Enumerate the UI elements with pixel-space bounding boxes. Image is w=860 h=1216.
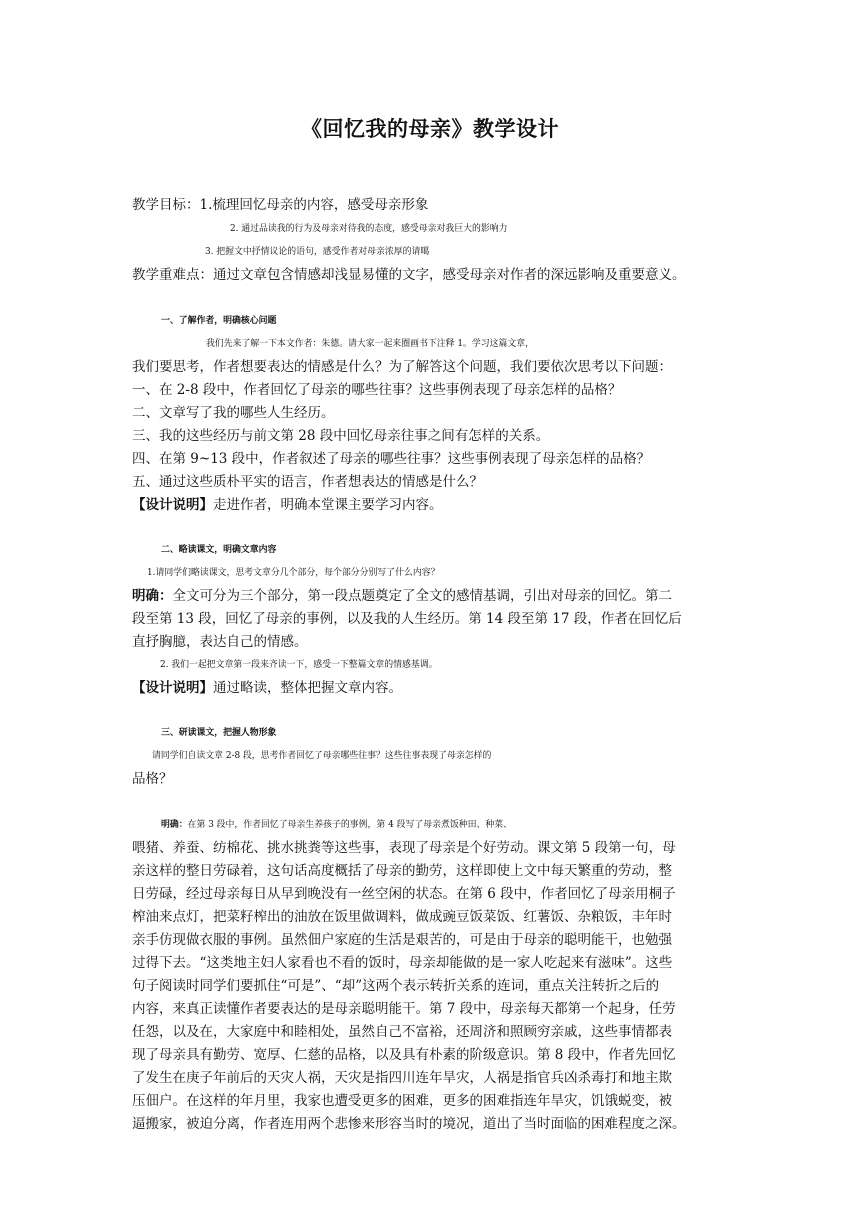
teaching-goals-label: 教学目标： <box>132 197 200 213</box>
answer-text: 在第 3 段中，作者回忆了母亲生养孩子的事例，第 4 段写了母亲煮饭种田、种菜、 <box>187 820 512 830</box>
goal-1-text: 1.梳理回忆母亲的内容，感受母亲形象 <box>199 197 429 213</box>
design-note-1 <box>132 495 732 515</box>
section-3-answer-line-2: 喂猪、养蚕、纺棉花、挑水挑粪等这些事，表现了母亲是个好劳动。课文第 5 段第一句，母 <box>132 840 676 856</box>
section-2-item-1: 1.请同学们略读课文，思考文章分几个部分，每个部分分别写了什么内容？ <box>147 568 440 578</box>
section-2-heading: 二、略读课文，明确文章内容 <box>161 545 277 555</box>
design-note-label: 【设计说明】 <box>132 497 213 513</box>
section-2-answer-line-2: 段至第 13 段，回忆了母亲的事例，以及我的人生经历。第 14 段至第 17 段，作者在回忆后 <box>132 611 682 627</box>
section-1-heading: 一、了解作者，明确核心问题 <box>161 316 277 326</box>
design-note-text: 走进作者，明确本堂课主要学习内容。 <box>213 497 443 513</box>
teaching-goal-3: 3. 把握文中抒情议论的语句，感受作者对母亲浓厚的请噶 <box>205 247 430 257</box>
section-3-answer-line-1 <box>161 815 761 835</box>
section-3-answer-line-10: 任怨，以及在，大家庭中和睦相处，虽然自己不富裕，还周济和照顾穷亲戚，这些事情都表 <box>132 1024 672 1040</box>
section-1-paragraph-line-2: 我们要思考，作者想要表达的情感是什么？为了解答这个问题，我们要依次思考以下问题： <box>132 359 672 375</box>
teaching-goal-1 <box>132 195 732 215</box>
section-2-item-2: 2. 我们一起把文章第一段来齐读一下，感受一下整篇文章的情感基调。 <box>160 660 438 670</box>
answer-label: 明确： <box>161 820 188 830</box>
design-note-2 <box>132 678 732 698</box>
key-points: 教学重难点：通过文章包含情感却浅显易懂的文字，感受母亲对作者的深远影响及重要意义。 <box>132 267 686 283</box>
answer-text: 全文可分为三个部分，第一段点题奠定了全文的感情基调，引出对母亲的回忆。第二 <box>172 588 672 604</box>
section-3-answer-line-12: 了发生在庚子年前后的天灾人祸，天灾是指四川连年旱灾，人祸是指官兵凶杀毒打和地主欺 <box>132 1070 672 1086</box>
design-note-text: 通过略读，整体把握文章内容。 <box>213 680 402 696</box>
section-1-paragraph-line-1: 我们先来了解一下本文作者：朱德。请大家一起来圈画书下注释 1。学习这篇文章， <box>206 339 534 349</box>
section-3-heading: 三、研读课文，把握人物形象 <box>161 728 277 738</box>
question-3: 三、我的这些经历与前文第 28 段中回忆母亲往事之间有怎样的关系。 <box>132 428 550 444</box>
question-2: 二、文章写了我的哪些人生经历。 <box>132 405 335 421</box>
section-3-answer-line-9: 内容，来真正读懂作者要表达的是母亲聪明能干。第 7 段中，母亲每天都第一个起身，任劳 <box>132 1001 676 1017</box>
section-3-answer-line-4: 日劳碌，经过母亲每日从早到晚没有一丝空闲的状态。在第 6 段中，作者回忆了母亲用桐子 <box>132 886 676 902</box>
section-3-answer-line-6: 亲手仿现做衣服的事例。虽然佃户家庭的生活是艰苦的，可是由于母亲的聪明能干，也勉强 <box>132 932 672 948</box>
section-2-answer-line-1 <box>132 586 732 606</box>
section-3-answer-line-8: 句子阅读时同学们要抓住“可是”、“却”这两个表示转折关系的连词，重点关注转折之后的 <box>132 978 660 994</box>
section-2-answer-line-3: 直抒胸臆，表达自己的情感。 <box>132 634 308 650</box>
section-3-answer-line-13: 压佃户。在这样的年月里，我家也遭受更多的困难，更多的困难指连年旱灾，饥饿蜕变，被 <box>132 1093 672 1109</box>
design-note-label: 【设计说明】 <box>132 680 213 696</box>
question-1: 一、在 2-8 段中，作者回忆了母亲的哪些往事？这些事例表现了母亲怎样的品格？ <box>132 382 622 398</box>
question-4: 四、在第 9~13 段中，作者叙述了母亲的哪些往事？这些事例表现了母亲怎样的品格？ <box>132 451 651 467</box>
question-5: 五、通过这些质朴平实的语言，作者想表达的情感是什么？ <box>132 474 483 490</box>
section-3-answer-line-7: 过得下去。“这类地主妇人家看也不看的饭时，母亲却能做的是一家人吃起来有滋味”。这些 <box>132 955 673 971</box>
teaching-goal-2: 2. 通过品读我的行为及母亲对待我的态度，感受母亲对我巨大的影响力 <box>230 224 508 234</box>
section-3-answer-line-5: 榨油来点灯，把菜籽榨出的油放在饭里做调料，做成豌豆饭菜饭、红薯饭、杂粮饭，丰年时 <box>132 909 672 925</box>
section-3-prompt-line-2: 品格？ <box>132 771 173 787</box>
document-title: 《回忆我的母亲》教学设计 <box>301 117 559 141</box>
section-3-answer-line-14: 逼搬家，被迫分离，作者连用两个悲惨来形容当时的境况，道出了当时面临的困难程度之深。 <box>132 1116 686 1132</box>
section-3-prompt-line-1: 请同学们自读文章 2-8 段，思考作者回忆了母亲哪些往事？这些往事表现了母亲怎样的 <box>152 751 492 761</box>
answer-label: 明确： <box>132 588 173 604</box>
section-3-answer-line-11: 现了母亲具有勤劳、宽厚、仁慈的品格，以及具有朴素的阶级意识。第 8 段中，作者先回忆 <box>132 1047 676 1063</box>
section-3-answer-line-3: 亲这样的整日劳碌着，这句话高度概括了母亲的勤劳，这样即使上文中每天繁重的劳动，整 <box>132 863 672 879</box>
